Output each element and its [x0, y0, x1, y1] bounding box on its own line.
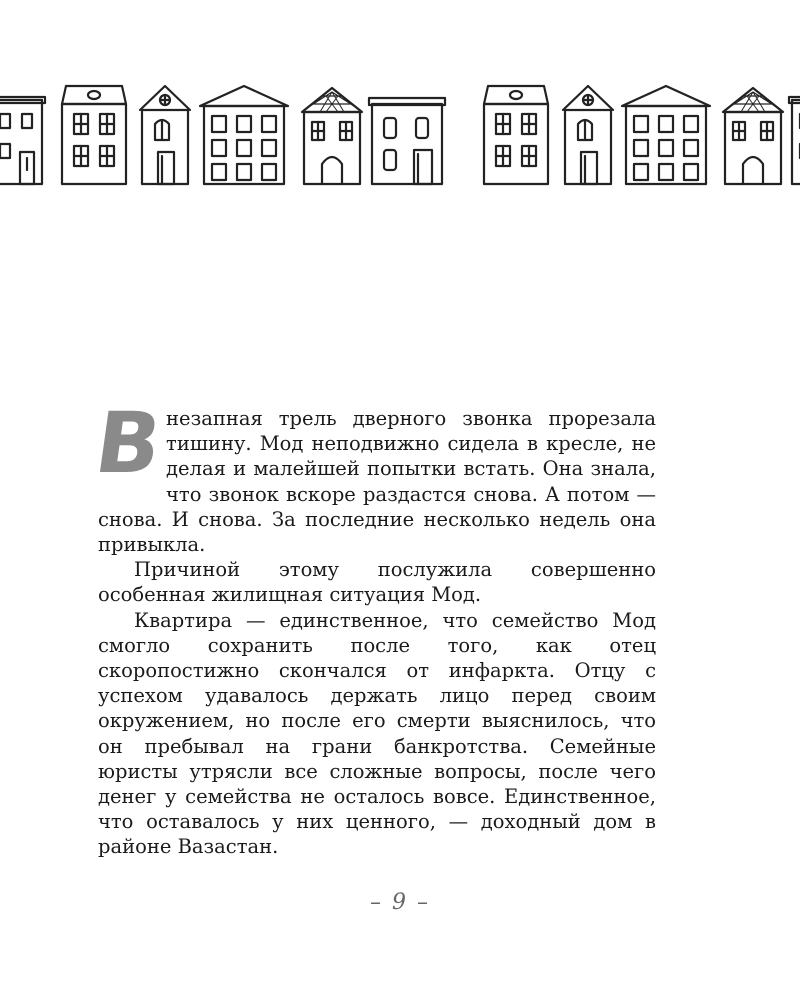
row-of-houses-icon [0, 70, 800, 190]
paragraph-2: Причиной этому послужила совершенно особенная жилищная ситуация Мод. [98, 558, 656, 607]
paragraph-1 [89, 394, 656, 557]
paragraph-3: Квартира — единственное, что семейство Мод смогло сохранить после того, как отец скоропостижно скончался от инфаркта. Отцу с успехом удавалось держать лицо перед своим окружением, но после его смерти выяснилось, что он пребывал на грани банкротства. Семейные юристы утрясли все сложные вопросы, после чего денег у семейства не осталось вовсе. Единственное, что оставалось у них ценного, — доходный дом в районе Вазастан. [98, 608, 656, 859]
body-text [89, 394, 656, 860]
paragraph-1-text: незапная трель дверного звонка прорезала тишину. Мод неподвижно сидела в кресле, не делая и малейшей попытки встать. Она знала, что звонок вскоре раздастся снова. А потом — снова. И снова. За последние несколько недель она привыкла. [98, 407, 656, 557]
page-number: – 9 – [370, 890, 430, 915]
drop-cap: В [89, 394, 168, 492]
houses-illustration [0, 70, 800, 190]
